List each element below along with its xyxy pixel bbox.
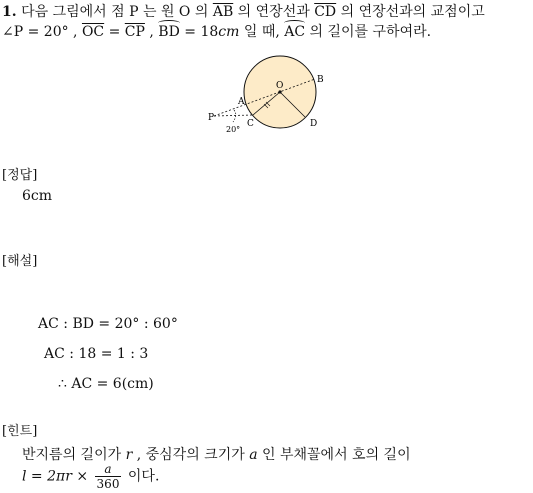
label-a: A <box>238 97 245 107</box>
hint-formula <box>22 462 159 491</box>
question-text-2a: 일 때, <box>239 24 285 40</box>
formula-tail: 이다. <box>123 468 160 485</box>
hint-text-1c: 인 부채꼴에서 호의 길이 <box>257 447 411 463</box>
segment-cd: $\overline{CD}$ <box>314 4 337 20</box>
answer-heading: [정답] <box>2 168 38 183</box>
label-b: B <box>317 75 324 85</box>
segment-ab: $\overline{AB}$ <box>212 4 234 20</box>
question-text-2b: 의 길이를 구하여라. <box>305 24 432 40</box>
var-a: a <box>249 447 258 463</box>
hint-text-1b: , 중심각의 크기가 <box>132 447 250 463</box>
var-r: r <box>125 447 133 463</box>
fraction <box>95 462 122 491</box>
question-line-1 <box>2 2 485 22</box>
arc-bd: BD <box>158 24 180 40</box>
explanation-line-2: AC : 18 = 1 : 3 <box>44 346 149 362</box>
explanation-line-3: ∴ AC = 6(cm) <box>58 376 154 392</box>
arc-ac: AC <box>284 24 306 40</box>
comma: , <box>144 24 154 40</box>
question-text-1b: 의 연장선과 <box>233 4 315 20</box>
segment-cp: $\overline{CP}$ <box>124 24 145 40</box>
fraction-numerator: a <box>95 462 122 477</box>
explanation-heading: [해설] <box>2 254 38 269</box>
fraction-denominator: 360 <box>96 477 120 491</box>
answer-value: 6cm <box>22 188 53 204</box>
hint-line-1 <box>22 444 411 464</box>
label-angle: 20° <box>226 125 241 134</box>
question-text-1c: 의 연장선과의 교점이고 <box>336 4 485 20</box>
formula-lhs: l = 2πr × <box>22 468 89 485</box>
equals-1: = <box>104 24 125 40</box>
label-p: P <box>208 113 215 123</box>
geometry-figure <box>200 52 330 138</box>
question-number: 1. <box>2 4 17 20</box>
hint-heading: [힌트] <box>2 424 38 439</box>
hint-text-1a: 반지름의 길이가 <box>22 447 126 463</box>
angle-p-text: ∠P = 20° , <box>2 24 78 40</box>
question-line-2 <box>2 22 431 42</box>
question-text-1a: 다음 그림에서 점 P 는 원 O 의 <box>21 4 213 20</box>
explanation-line-1: AC : BD = 20° : 60° <box>38 316 178 332</box>
label-o: O <box>276 81 284 91</box>
label-d: D <box>310 119 318 129</box>
unit-cm: cm <box>218 24 240 40</box>
arc-bd-length: = 18 <box>179 24 219 40</box>
label-c: C <box>247 119 254 129</box>
segment-oc: $\overline{OC}$ <box>81 24 105 40</box>
angle-arc <box>233 110 236 122</box>
line-pc <box>214 115 253 116</box>
